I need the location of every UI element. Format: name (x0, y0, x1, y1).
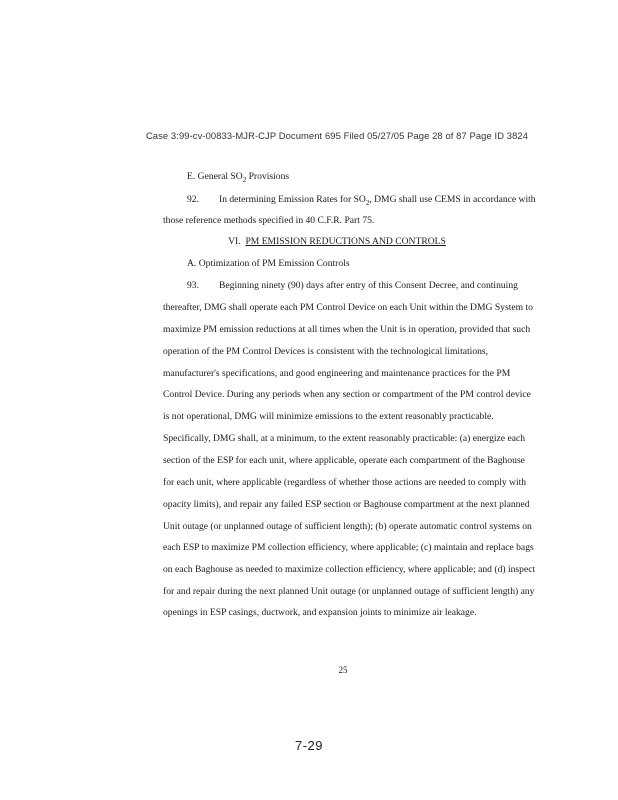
para-92-line-2: those reference methods specified in 40 C.F.R. Part 75. (163, 215, 375, 226)
subsection-a-heading (187, 258, 350, 270)
para-93-line: for and repair during the next planned Unit outage (or unplanned outage of sufficient length) any (163, 586, 535, 597)
para-93-line-1: 93. Beginning ninety (90) days after entry of this Consent Decree, and continuing (187, 280, 518, 291)
para-93-line: section of the ESP for each unit, where applicable, operate each compartment of the Baghouse (163, 455, 525, 466)
case-header-text: Case 3:99-cv-00833-MJR-CJP Document 695 Filed 05/27/05 Page 28 of 87 Page ID 3824 (145, 130, 529, 141)
para-93-line: Specifically, DMG shall, at a minimum, to the extent reasonably practicable: (a) energize each (163, 433, 526, 444)
para-93-line: operation of the PM Control Devices is consistent with the technological limitations, (163, 346, 489, 357)
para-93-line: Control Device. During any periods when any section or compartment of the PM control device (163, 389, 531, 400)
page-number: 25 (338, 665, 348, 675)
section-vi-number: VI. (228, 236, 241, 247)
subsection-e-label: E. (187, 171, 196, 182)
para-93-line: opacity limits), and repair any failed ESP section or Baghouse compartment at the next planned (163, 499, 530, 510)
para-93-line: maximize PM emission reductions at all times when the Unit is in operation, provided that such (163, 324, 531, 335)
subsection-a-label: A. (187, 258, 197, 269)
subsection-e-title: General $SO_2$ Provisions (197, 171, 290, 184)
subsection-e-heading (187, 171, 289, 183)
para-93-line: manufacturer's specifications, and good engineering and maintenance practices for the PM (163, 368, 511, 379)
para-93-line: on each Baghouse as needed to maximize collection efficiency, where applicable; and (d) inspect (163, 564, 536, 575)
para-92-number: 92. (187, 194, 199, 205)
para-92-line-1: 92. In determining Emission Rates for $SO_2$, DMG shall use CEMS in accordance with (187, 194, 536, 207)
para-93-line: Unit outage (or unplanned outage of sufficient length); (b) operate automatic control systems on (163, 521, 532, 532)
para-93-line: openings in ESP casings, ductwork, and expansion joints to minimize air leakage. (163, 607, 477, 618)
para-93-line: thereafter, DMG shall operate each PM Control Device on each Unit within the DMG System to (163, 302, 533, 313)
para-93-line: each ESP to maximize PM collection efficiency, where applicable; (c) maintain and replace bags (163, 542, 534, 553)
section-vi-heading (0, 236, 618, 248)
para-93-line: for each unit, where applicable (regardless of whether those actions are needed to comply with (163, 477, 527, 488)
case-header (0, 130, 618, 141)
exhibit-page-footer: 7-29 (294, 738, 324, 753)
section-vi-title: PM EMISSION REDUCTIONS AND CONTROLS (245, 236, 446, 247)
para-93-line: is not operational, DMG will minimize emissions to the extent reasonably practicable. (163, 411, 494, 422)
subsection-a-title: Optimization of PM Emission Controls (198, 258, 350, 269)
para-93-number: 93. (187, 280, 199, 291)
